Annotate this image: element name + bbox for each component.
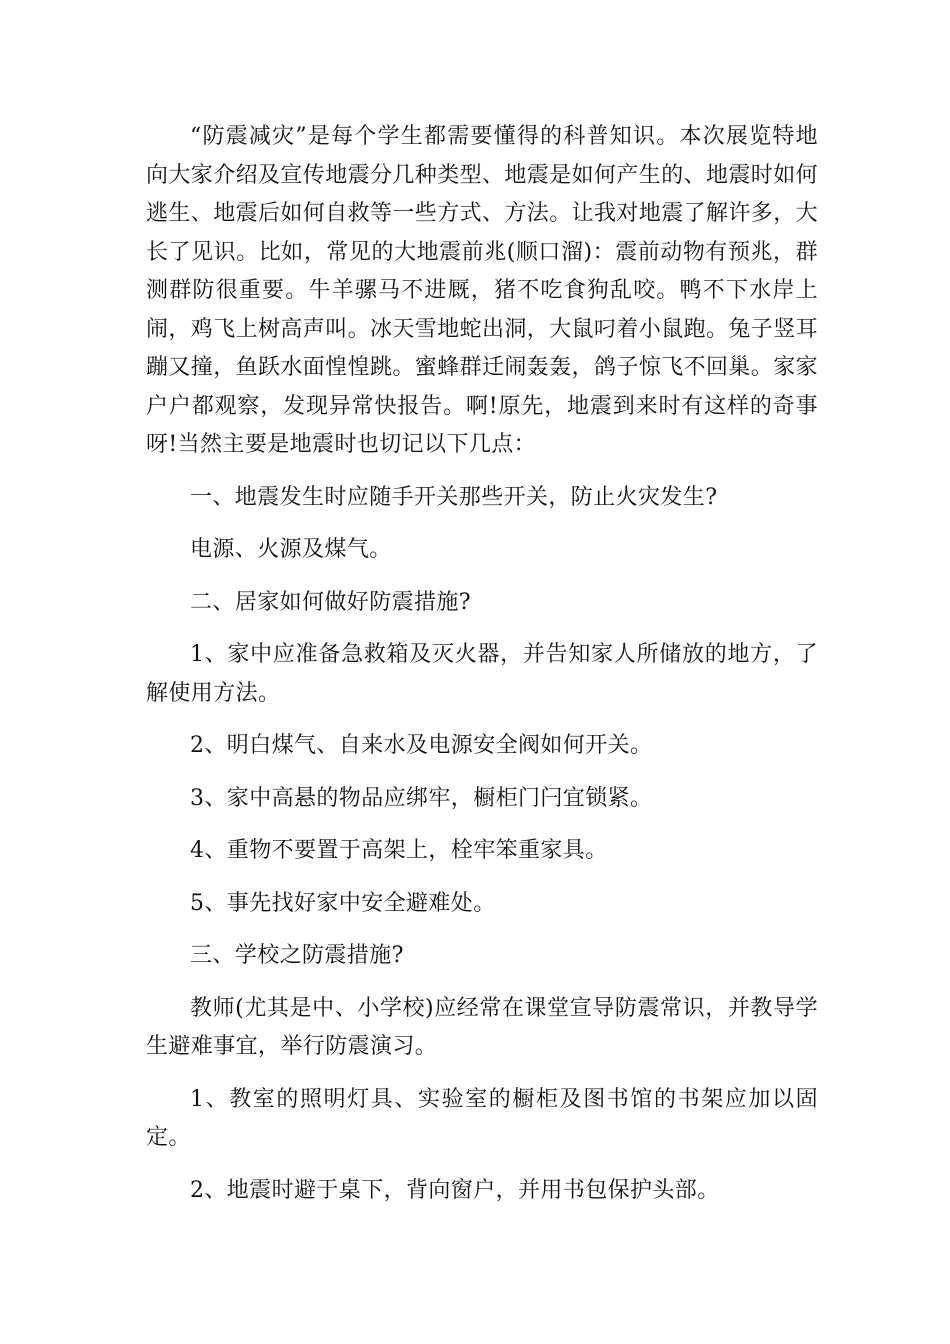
home-measure-4: 4、重物不要置于高架上，栓牢笨重家具。 bbox=[190, 838, 608, 863]
home-measure-2: 2、明白煤气、自来水及电源安全阀如何开关。 bbox=[190, 733, 653, 758]
home-measure-3: 3、家中高悬的物品应绑牢，橱柜门闩宜锁紧。 bbox=[190, 785, 653, 811]
home-measure-5: 5、事先找好家中安全避难处。 bbox=[190, 890, 496, 916]
school-intro: 教师(尤其是中、小学校)应经常在课堂宣导防震常识，并教导学生避难事宜，举行防震演习。 bbox=[146, 995, 818, 1059]
school-measure-2: 2、地震时避于桌下，背向窗户，并用书包保护头部。 bbox=[190, 1177, 720, 1203]
question-2: 二、居家如何做好防震措施? bbox=[190, 589, 471, 615]
document-page bbox=[146, 118, 818, 1210]
school-measure-1: 1、教室的照明灯具、实验室的橱柜及图书馆的书架应加以固定。 bbox=[146, 1086, 818, 1150]
question-1: 一、地震发生时应随手开关那些开关，防止火灾发生? bbox=[190, 484, 718, 510]
intro-paragraph: “防震减灾”是每个学生都需要懂得的科普知识。本次展览特地向大家介绍及宣传地震分几种类型、地震是如何产生的、地震时如何逃生、地震后如何自救等一些方式、方法。让我对地震了解许多，大长了见识。比如，常见的大地震前兆(顺口溜)：震前动物有预兆，群测群防很重要。牛羊骡马不进厩，猪不吃食狗乱咬。鸭不下水岸上闹，鸡飞上树高声叫。冰天雪地蛇出洞，大鼠叼着小鼠跑。兔子竖耳蹦又撞，鱼跃水面惶惶跳。蜜蜂群迁闹轰轰，鸽子惊飞不回巢。家家户户都观察，发现异常快报告。啊!原先，地震到来时有这样的奇事呀!当然主要是地震时也切记以下几点： bbox=[146, 124, 819, 457]
answer-1: 电源、火源及煤气。 bbox=[190, 537, 392, 562]
question-3: 三、学校之防震措施? bbox=[190, 943, 404, 968]
home-measure-1: 1、家中应准备急救箱及灭火器，并告知家人所储放的地方，了解使用方法。 bbox=[146, 642, 818, 706]
